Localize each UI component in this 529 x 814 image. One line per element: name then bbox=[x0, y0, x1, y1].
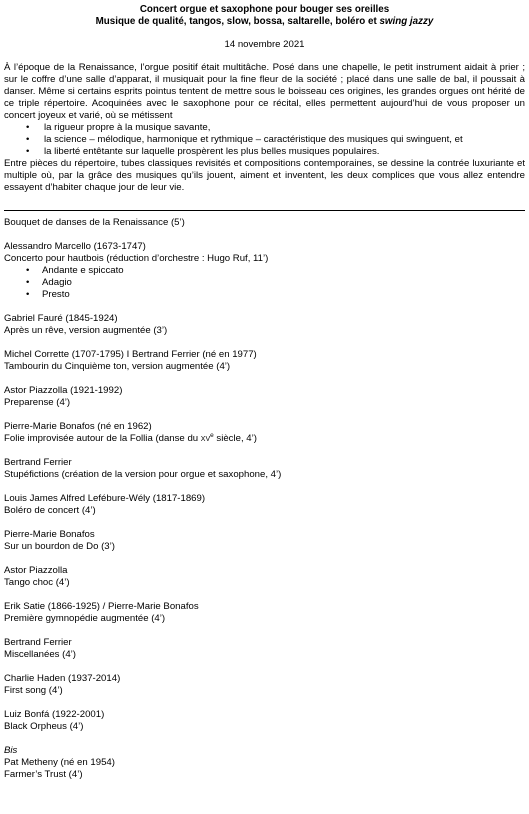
century-suffix: e bbox=[210, 431, 214, 439]
title-line-2-text: Musique de qualité, tangos, slow, bossa, saltarelle, boléro et bbox=[95, 15, 380, 27]
piece-title bbox=[4, 433, 525, 445]
program-item bbox=[4, 385, 525, 409]
piece-composer: Astor Piazzolla bbox=[4, 565, 68, 576]
piece-title: First song (4’) bbox=[4, 684, 63, 696]
piece-title: Bouquet de danses de la Renaissance (5’) bbox=[4, 217, 185, 229]
century-numeral: xv bbox=[200, 433, 211, 445]
piece-composer: Louis James Alfred Lefébure-Wély (1817-1869) bbox=[4, 493, 206, 505]
program-item bbox=[4, 457, 525, 481]
piece-title-start: Folie improvisée autour de la Follia (danse du bbox=[4, 433, 201, 445]
piece-composer: Charlie Haden (1937-2014) bbox=[4, 672, 121, 684]
intro-paragraph-1: À l’époque de la Renaissance, l’orgue positif était multitâche. Posé dans une chapelle, le petit instrument aidait à prier ; sur le coffre d’une salle d’apparat, il musiquait pour la fine fleur de la société ; placé dans une salle de bal, il poussait à danser. Même si certains esprits pointus tentent de mettre sous le boisseau ces origines, les grandes orgues ont hérité de ce triple répertoire. Acoquinées avec le saxophone pour ce récital, elles permettent aujourd’hui de vous proposer un concert joyeux et varié, où se métissent bbox=[4, 62, 525, 122]
piece-title: Concerto pour hautbois (réduction d’orchestre : Hugo Ruf, 11’) bbox=[4, 253, 269, 265]
title-line-1: Concert orgue et saxophone pour bouger ses oreilles bbox=[139, 4, 390, 15]
piece-title: Tambourin du Cinquième ton, version augmentée (4’) bbox=[4, 361, 231, 373]
program-item bbox=[4, 313, 525, 337]
piece-title: Après un rêve, version augmentée (3’) bbox=[4, 325, 168, 337]
intro-text bbox=[4, 62, 525, 194]
piece-composer: Luiz Bonfá (1922-2001) bbox=[4, 708, 105, 720]
piece-composer: Bertrand Ferrier bbox=[4, 457, 72, 469]
section-divider bbox=[4, 210, 525, 211]
piece-title: Première gymnopédie augmentée (4’) bbox=[4, 612, 166, 624]
program-item bbox=[4, 217, 525, 229]
encore-label: Bis bbox=[4, 744, 18, 756]
intro-bullet-3: • la liberté entêtante sur laquelle prospèrent les plus belles musiques populaires. bbox=[42, 146, 525, 158]
document-title bbox=[4, 4, 525, 28]
movement-item: • Adagio bbox=[42, 277, 525, 289]
intro-bullet-list bbox=[4, 122, 525, 158]
program-item bbox=[4, 565, 525, 589]
program-item bbox=[4, 241, 525, 301]
piece-title: Farmer’s Trust (4’) bbox=[4, 768, 83, 780]
program-item bbox=[4, 529, 525, 553]
piece-composer: Michel Corrette (1707-1795) I Bertrand Ferrier (né en 1977) bbox=[4, 349, 257, 361]
program-item bbox=[4, 601, 525, 625]
movement-list bbox=[4, 265, 525, 301]
piece-title: Boléro de concert (4’) bbox=[4, 505, 96, 517]
piece-title: Sur un bourdon de Do (3’) bbox=[4, 541, 115, 553]
piece-title: Stupéfictions (création de la version pour orgue et saxophone, 4’) bbox=[4, 469, 282, 481]
piece-composer: Erik Satie (1866-1925) / Pierre-Marie Bonafos bbox=[4, 600, 199, 612]
piece-composer: Pierre-Marie Bonafos (né en 1962) bbox=[4, 421, 152, 433]
piece-title: Black Orpheus (4’) bbox=[4, 720, 84, 732]
program-list bbox=[4, 217, 525, 780]
piece-composer: Gabriel Fauré (1845-1924) bbox=[4, 313, 118, 325]
title-line-2-italic: swing jazzy bbox=[379, 15, 434, 27]
program-item bbox=[4, 673, 525, 697]
intro-bullet-1: • la rigueur propre à la musique savante, bbox=[42, 122, 525, 134]
program-item bbox=[4, 493, 525, 517]
intro-bullet-2: • la science – mélodique, harmonique et rythmique – caractéristique des musiques qui swinguent, et bbox=[42, 134, 525, 146]
piece-title: Tango choc (4’) bbox=[4, 576, 70, 588]
movement-item: • Presto bbox=[42, 289, 525, 301]
intro-paragraph-2: Entre pièces du répertoire, tubes classiques revisités et compositions contemporaines, se dessine la contrée luxuriante et multiple où, par la grâce des musiques qu’ils jouent, aiment et inventent, les deux complices que vous allez entendre essayent d’habiter chaque jour de leur vie. bbox=[4, 158, 525, 194]
piece-title-end: siècle, 4’) bbox=[213, 433, 257, 445]
piece-composer: Pat Metheny (né en 1954) bbox=[4, 756, 115, 768]
title-line-2 bbox=[4, 16, 525, 28]
program-item bbox=[4, 421, 525, 445]
piece-composer: Astor Piazzolla (1921-1992) bbox=[4, 385, 123, 397]
piece-composer: Pierre-Marie Bonafos bbox=[4, 529, 95, 541]
piece-title: Preparense (4’) bbox=[4, 397, 71, 409]
program-item bbox=[4, 349, 525, 373]
program-item-encore bbox=[4, 745, 525, 781]
program-item bbox=[4, 709, 525, 733]
concert-date: 14 novembre 2021 bbox=[224, 38, 305, 50]
piece-title: Miscellanées (4’) bbox=[4, 648, 76, 660]
piece-composer: Bertrand Ferrier bbox=[4, 636, 72, 648]
program-item bbox=[4, 637, 525, 661]
piece-composer: Alessandro Marcello (1673-1747) bbox=[4, 241, 146, 253]
movement-item: • Andante e spiccato bbox=[42, 265, 525, 277]
